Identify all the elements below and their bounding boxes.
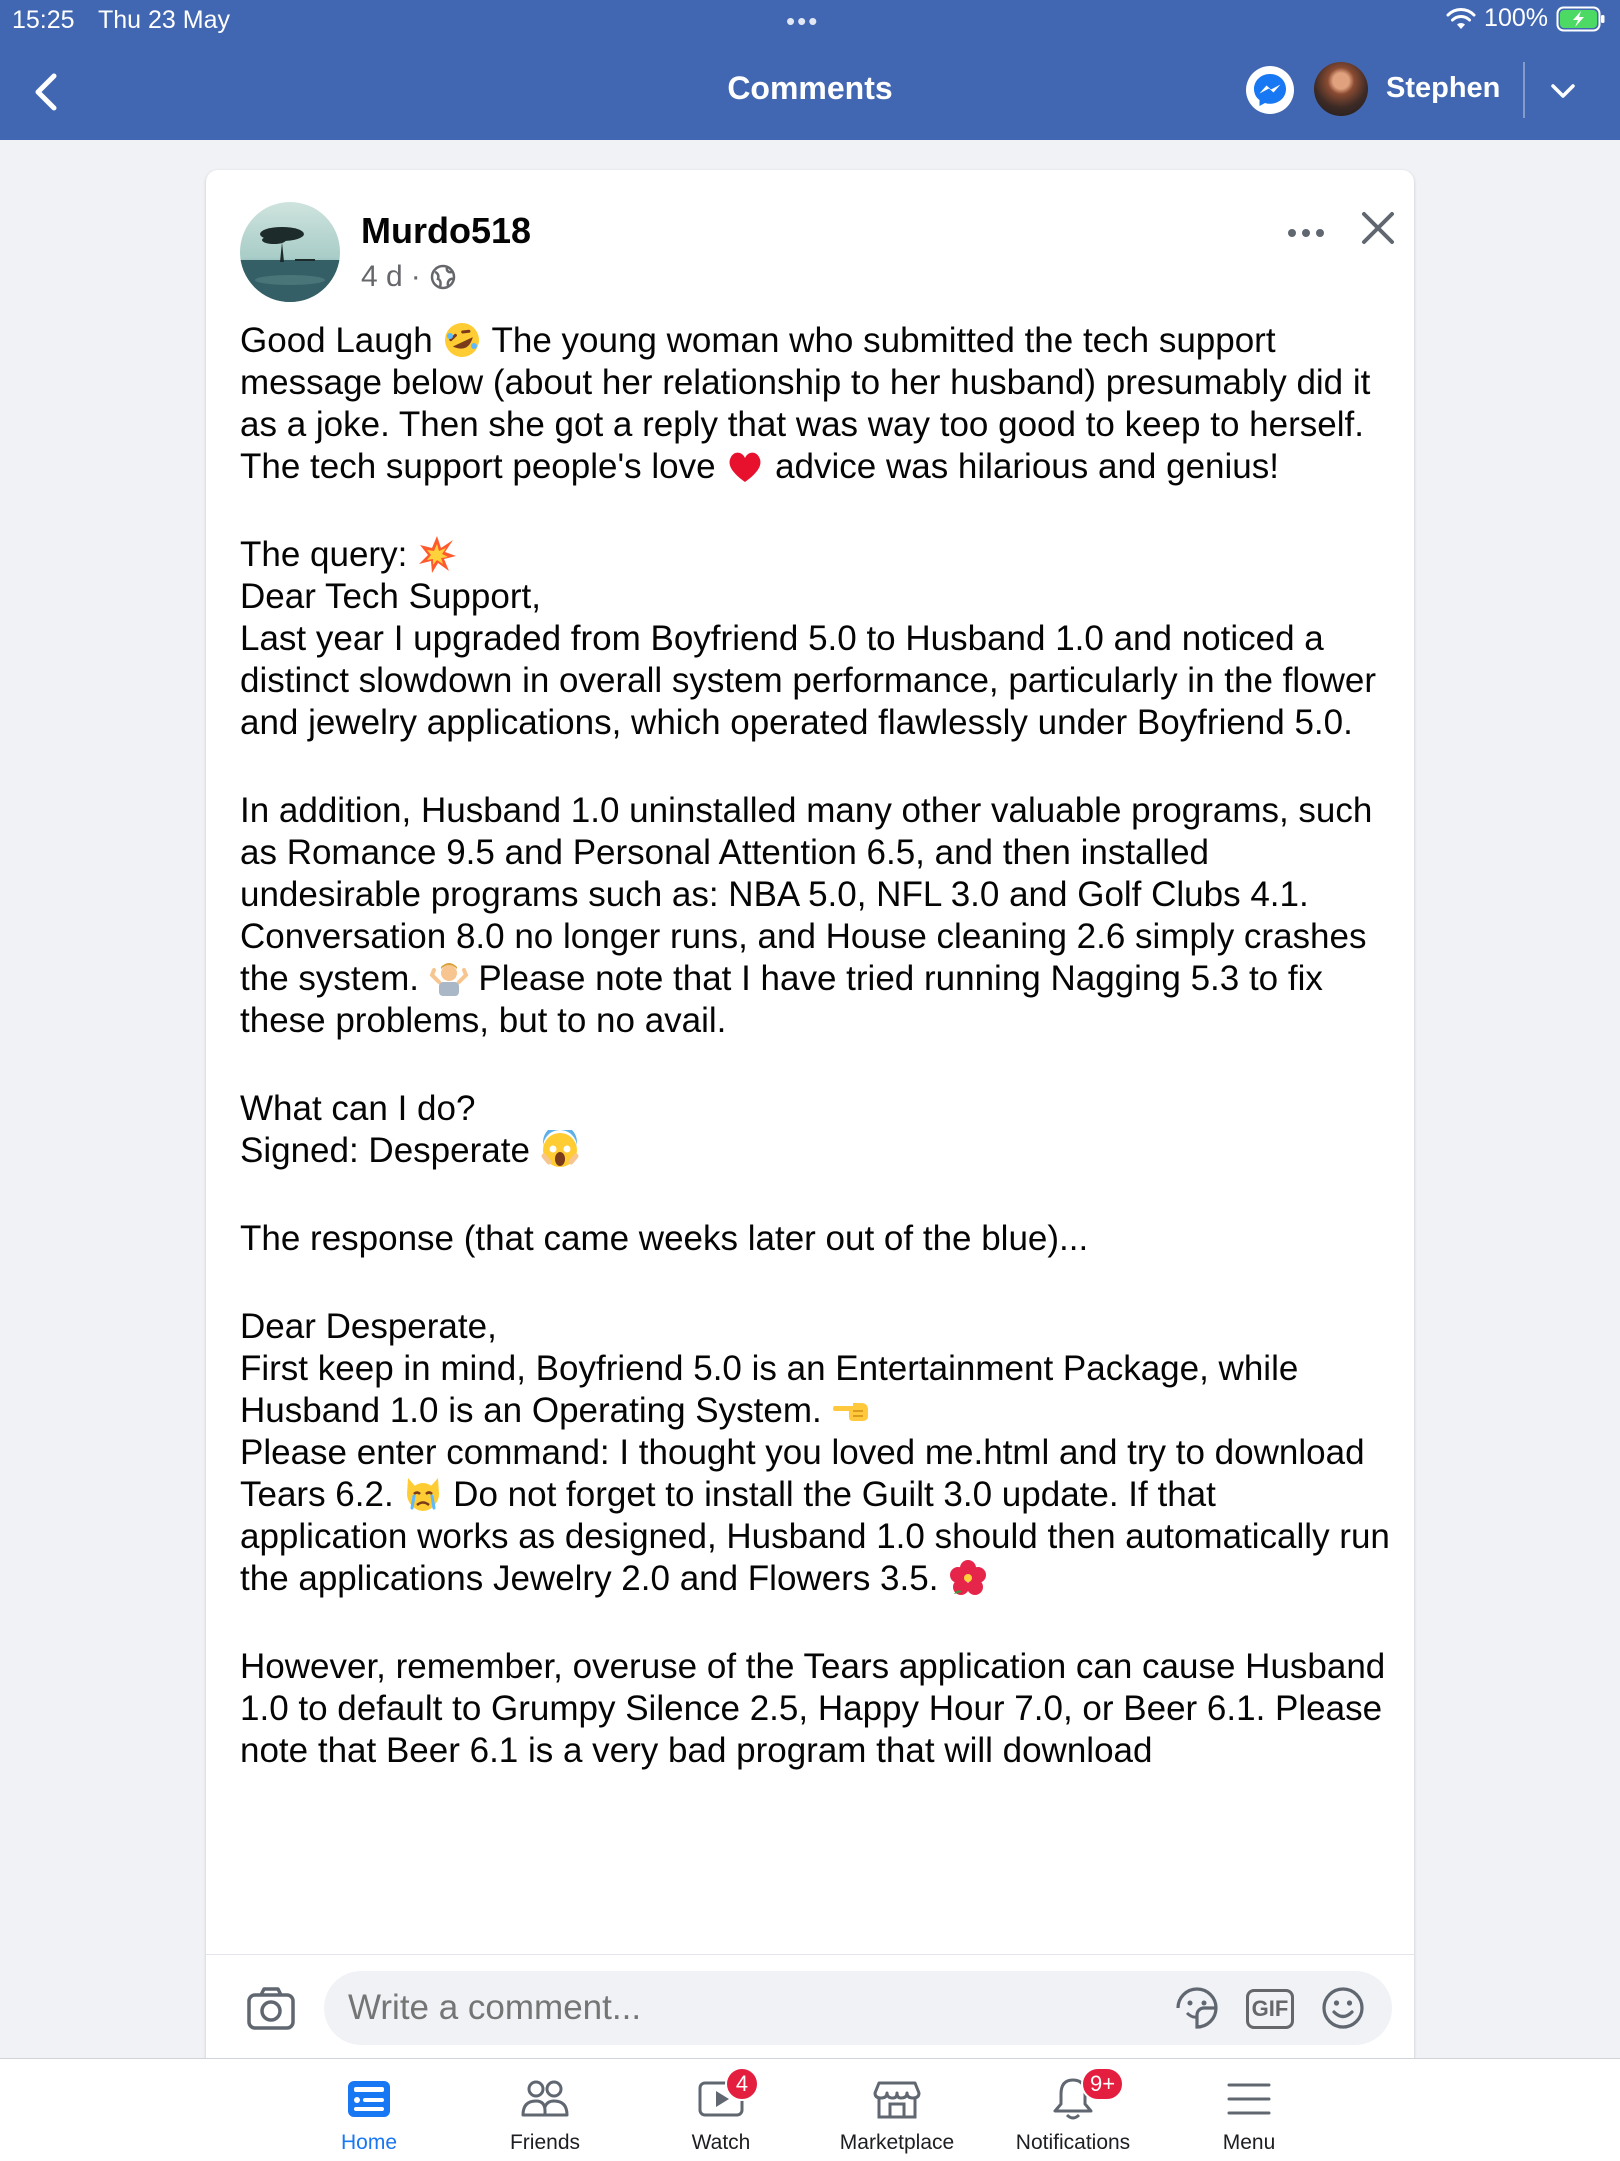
page-title: Comments [727, 70, 893, 106]
camera-icon[interactable] [246, 1985, 296, 2031]
emoji-icon[interactable] [1320, 1985, 1366, 2031]
author-name[interactable]: Murdo518 [361, 210, 532, 251]
tab-label: Home [340, 2131, 398, 2154]
tab-label: Friends [509, 2131, 581, 2154]
gif-button[interactable]: GIF [1246, 1989, 1294, 2029]
hibiscus-icon [948, 1558, 988, 1598]
more-options-icon[interactable] [1284, 218, 1328, 248]
post-card [206, 170, 1414, 2160]
back-button[interactable] [28, 70, 68, 114]
tab-friends[interactable] [457, 2059, 633, 2161]
messenger-button[interactable] [1246, 66, 1294, 114]
person-shrugging-icon [429, 958, 469, 998]
battery-percent: 100% [1484, 4, 1548, 32]
post-meta [361, 260, 457, 294]
tab-watch[interactable] [633, 2059, 809, 2161]
tab-notifications[interactable] [985, 2059, 1161, 2161]
rofl-emoji-icon [442, 320, 482, 360]
marketplace-store-icon [873, 2075, 921, 2123]
friends-icon [521, 2075, 569, 2123]
paragraph-intro: Good Laugh The young woman who submitted the tech support message below (about her relationship to her husband) presumably did it as a joke. Then she got a reply that was way too good to keep to herself. The tech support people's love advice was hilarious and genius! [240, 320, 1390, 488]
wifi-icon [1446, 7, 1476, 31]
status-time: 15:25 [12, 6, 75, 34]
tree-landscape-icon [240, 202, 340, 302]
user-name[interactable]: Stephen [1386, 72, 1501, 104]
pointing-left-hand-icon [831, 1390, 871, 1430]
meta-separator: · [410, 260, 421, 293]
battery-charging-icon [1556, 6, 1606, 32]
user-avatar[interactable] [1314, 62, 1368, 116]
tab-menu[interactable] [1161, 2059, 1337, 2161]
collision-icon [417, 534, 457, 574]
tab-label: Watch [691, 2131, 751, 2154]
close-icon[interactable] [1356, 206, 1400, 250]
tab-label: Menu [1222, 2131, 1276, 2154]
messenger-icon [1251, 71, 1289, 109]
globe-icon [429, 263, 457, 291]
red-heart-icon [725, 446, 765, 486]
header-divider [1523, 62, 1525, 118]
tab-label: Notifications [1015, 2131, 1131, 2154]
author-avatar[interactable] [240, 202, 340, 302]
status-indicators [1446, 4, 1606, 33]
response-heading: The response (that came weeks later out of the blue)... [240, 1219, 1089, 1258]
post-text: Good Laugh The young woman who submitted the tech support message below (about her relationship to her husband) presumably did it as a joke. Then she got a reply that was way too good to keep to herself. The tech support people's love advice was hilarious and genius! The query: Dear Tech Support, Last year I upgraded from Boyfriend 5.0 to Husband 1.0 and noticed a distinct slowdown in overall system performance, particularly in the flower and jewelry applications, which operated flawlessly under Boyfriend 5.0. In addition, Husband 1.0 uninstalled many other valuable programs, such as Romance 9.5 and Personal Attention 6.5, and then installed undesirable programs such as: NBA 5.0, NFL 3.0 and Golf Clubs 4.1. Conversation 8.0 no longer runs, and House cleaning 2.6 simply crashes the system. Please note that I have tried running Nagging 5.3 to fix these problems, but to no avail. What can I do? Signed: Desperate The response (that came weeks later out of the blue)... Dear Desperate, First keep in mind, Boyfriend 5.0 is an Entertainment Package, while Husband 1.0 is an Operating System. Please enter command: I thought you loved me.html and try to download Tears 6.2. Do not forget to install the Guilt 3.0 update. If that application works as designed, Husband 1.0 should then automatically run the applications Jewelry 2.0 and Flowers 3.5. However, remember, overuse of the Tears application can cause Husband 1.0 to default to Grumpy Silence 2.5, Happy Hour 7.0, or Beer 6.1. Please note that Beer 6.1 is a very bad program that will download [240, 320, 1390, 1772]
tab-home[interactable] [281, 2059, 457, 2161]
sticker-icon[interactable] [1174, 1985, 1220, 2031]
crying-cat-icon [403, 1474, 443, 1514]
tab-label: Marketplace [839, 2131, 955, 2154]
tab-marketplace[interactable] [809, 2059, 985, 2161]
hamburger-menu-icon [1225, 2075, 1273, 2123]
watch-badge: 4 [725, 2067, 759, 2101]
post-age[interactable]: 4 d [361, 260, 403, 293]
comment-input[interactable] [324, 1971, 1392, 2045]
status-date: Thu 23 May [98, 6, 231, 34]
bottom-tab-bar [0, 2058, 1620, 2161]
top-bar [0, 0, 1620, 140]
query-heading: The query: [240, 535, 408, 574]
face-screaming-icon [540, 1130, 580, 1170]
comment-composer [206, 1954, 1414, 2059]
multitasking-dots-icon[interactable]: ••• [786, 6, 820, 36]
notifications-badge: 9+ [1081, 2067, 1124, 2101]
chevron-down-icon[interactable] [1548, 76, 1578, 106]
home-feed-icon [345, 2075, 393, 2123]
